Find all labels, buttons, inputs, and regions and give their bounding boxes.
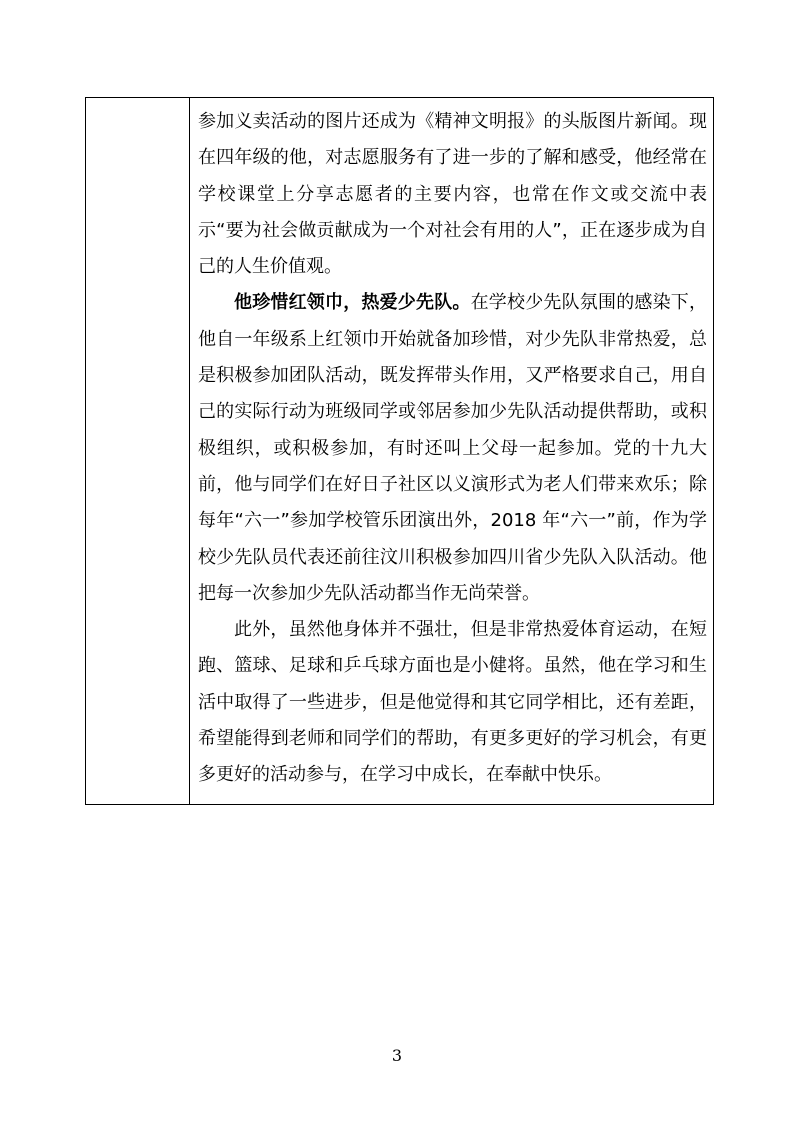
table-left-cell <box>86 98 190 804</box>
page-number: 3 <box>391 1046 403 1065</box>
table-right-cell <box>190 98 713 804</box>
paragraph-text: 此外，虽然他身体并不强壮，但是非常热爱体育运动，在短跑、篮球、足球和乒乓球方面也是小健将。虽然，他在学习和生活中取得了一些进步，但是他觉得和其它同学相比，还有差距，希望能得到老师和同学们的帮助，有更多更好的学习机会，有更多更好的活动参与，在学习中成长，在奉献中快乐。 <box>198 619 707 786</box>
content-table <box>85 97 714 805</box>
paragraph-text: 参加义卖活动的图片还成为《精神文明报》的头版图片新闻。现在四年级的他，对志愿服务有了进一步的了解和感受，他经常在学校课堂上分享志愿者的主要内容，也常在作文或交流中表示“要为社会做贡献成为一个对社会有用的人”，正在逐步成为自己的人生价值观。 <box>198 111 707 278</box>
paragraph-text: 在学校少先队氛围的感染下，他自一年级系上红领巾开始就备加珍惜，对少先队非常热爱，总是积极参加团队活动，既发挥带头作用，又严格要求自己，用自己的实际行动为班级同学或邻居参加少先队活动提供帮助，或积极组织，或积极参加，有时还叫上父母一起参加。党的十九大前，他与同学们在好日子社区以义演形式为老人们带来欢乐；除每年“六一”参加学校管乐团演出外，2018 年“六一”前，作为学校少先队员代表还前往汶川积极参加四川省少先队入队活动。他把每一次参加少先队活动都当作无尚荣誉。 <box>198 292 708 604</box>
paragraph-lead: 他珍惜红领巾，热爱少先队。 <box>234 292 471 314</box>
paragraph-red-scarf <box>198 285 707 612</box>
paragraph-sports <box>198 612 707 793</box>
paragraph-volunteer <box>198 104 707 285</box>
